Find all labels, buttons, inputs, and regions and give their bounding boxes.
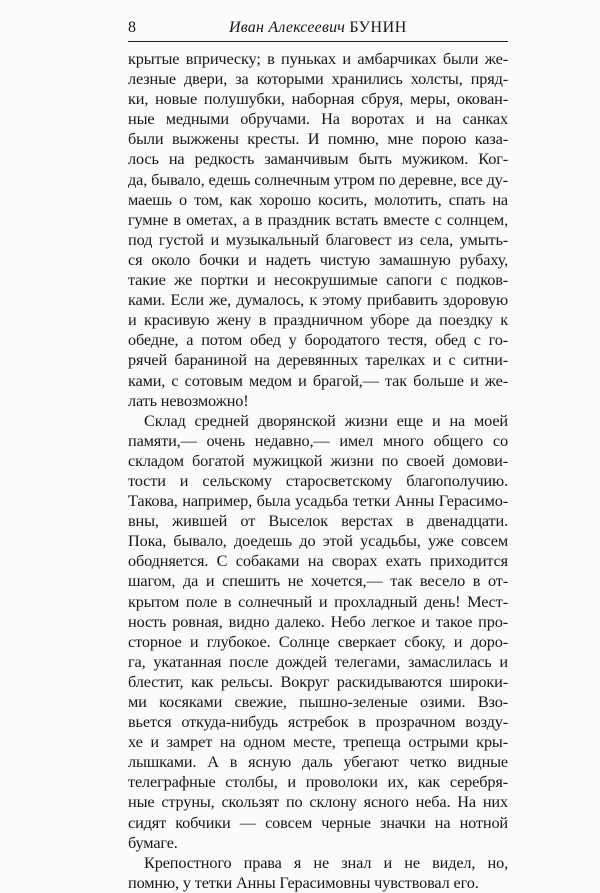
body-text (128, 49, 508, 893)
text-line: Такова, например, была усадьба тетки Анны Герасимо- (128, 491, 508, 511)
text-line: обедне, а потом обед у бородатого тестя, обед с го- (128, 330, 508, 350)
text-line: ные медными обручами. На воротах и на санках (128, 109, 508, 129)
author-surname: БУНИН (349, 19, 407, 36)
page-number: 8 (128, 19, 136, 36)
text-line: лать невозможно! (128, 390, 249, 410)
header-rule (128, 41, 508, 42)
text-line: ободняется. С собаками на сворах ехать приходится (128, 551, 508, 571)
text-line: памяти,— очень недавно,— имел много общего со (128, 430, 508, 450)
text-line: помню, у тетки Анны Герасимовны чувствовал его. (128, 872, 479, 892)
text-line: лышками. А в ясную даль убегают четко видные (128, 752, 508, 772)
text-line: ками, с сотовым медом и брагой,— так больше и же- (128, 370, 508, 390)
text-line: лезные двери, за которыми хранились холсты, пряд- (128, 69, 508, 89)
text-line: вьется откуда-нибудь ястребок в прозрачном возду- (128, 712, 508, 732)
text-line: бумаге. (128, 832, 178, 852)
text-line: вны, жившей от Выселок верстах в двенадцати. (128, 511, 508, 531)
text-line: ки, новые полушубки, наборная сбруя, меры, окован- (128, 89, 508, 109)
text-line: га, укатанная после дождей телегами, замаслилась и (128, 651, 508, 671)
text-line: сидят кобчики — совсем черные значки на нотной (128, 812, 508, 832)
text-line: лось на редкость заманчивым быть мужиком. Ког- (128, 149, 508, 169)
text-line: ные струны, скользят по склону ясного неба. На них (128, 792, 508, 812)
text-line: ся около бочки и надеть чистую замашную рубаху, (128, 249, 508, 269)
text-line: да, бывало, едешь солнечным утром по деревне, все ду- (128, 169, 508, 189)
paragraph (128, 49, 508, 411)
text-line: Пока, бывало, доедешь до этой усадьбы, уже совсем (128, 531, 508, 551)
text-line: шагом, да и спешить не хочется,— так весело в от- (128, 571, 508, 591)
text-line: такие же портки и несокрушимые сапоги с подков- (128, 270, 508, 290)
text-line: маешь о том, как хорошо косить, молотить, спать на (128, 189, 508, 209)
text-line: крытые вприческу; в пуньках и амбарчиках были же- (128, 49, 508, 68)
paragraph (128, 411, 508, 853)
text-line: складом богатой мужицкой жизни по своей домови- (128, 450, 508, 470)
text-line: гумне в ометах, а в праздник встать вместе с солнцем, (128, 209, 508, 229)
text-line: телеграфные столбы, и проволоки их, как серебря- (128, 772, 508, 792)
text-line: Склад средней дворянской жизни еще и на моей (144, 410, 508, 430)
page-header (128, 18, 508, 42)
text-line: были выжжены кресты. И помню, мне порою каза- (128, 129, 508, 149)
text-line: хе и замрет на одном месте, трепеща острыми кры- (128, 732, 508, 752)
text-line: ность ровная, видно далеко. Небо легкое и такое про- (128, 611, 508, 631)
text-line: сторное и глубокое. Солнце сверкает сбоку, и доро- (128, 631, 508, 651)
text-line: рячей бараниной на деревянных тарелках и с ситни- (128, 350, 508, 370)
paragraph (128, 853, 508, 893)
text-line: и красивую жену в праздничном уборе да поездку к (128, 310, 508, 330)
text-line: под густой и музыкальный благовест из села, умыть- (128, 229, 508, 249)
text-line: ми косяками свежие, пышно-зеленые озими. Взо- (128, 692, 508, 711)
text-line: тости и сельскому старосветскому благополучию. (128, 470, 508, 490)
text-line: Крепостного права я не знал и не видел, но, (144, 852, 508, 872)
text-line: ками. Если же, думалось, к этому прибавить здоровую (128, 290, 508, 310)
text-line: крытом поле в солнечный и прохладный день! Мест- (128, 591, 508, 611)
running-head (128, 18, 508, 38)
text-line: блестит, как рельсы. Вокруг раскидываются широки- (128, 671, 508, 691)
author-name: Иван Алексеевич (229, 19, 346, 36)
